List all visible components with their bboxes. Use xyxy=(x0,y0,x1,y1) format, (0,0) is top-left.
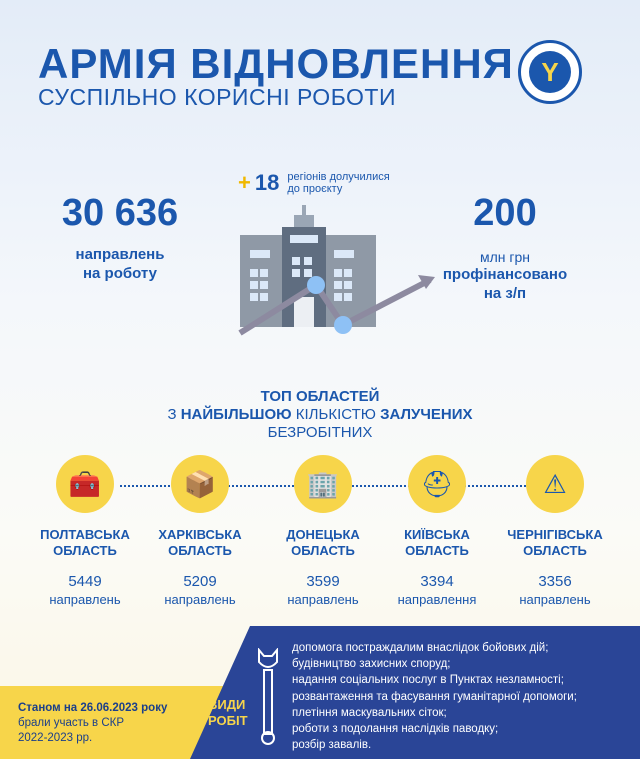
region-unit: направлень xyxy=(164,592,236,607)
region-icon: ⚠ xyxy=(526,455,584,513)
heading-part: З xyxy=(167,406,181,423)
heading-part: ЗАЛУЧЕНИХ xyxy=(380,406,473,423)
work-kinds-label xyxy=(208,697,248,729)
kinds-1: ВИДИ xyxy=(208,697,246,712)
region-value: 3599 xyxy=(306,573,340,590)
status-note xyxy=(18,701,167,746)
region-unit: направлень xyxy=(519,592,591,607)
region-item xyxy=(258,455,388,607)
work-item: надання соціальних послуг в Пунктах незламності; xyxy=(292,674,564,687)
status-years: 2022-2023 рр. xyxy=(18,732,93,744)
region-icon: 🏢 xyxy=(294,455,352,513)
status-line: брали участь в СКР xyxy=(18,717,125,729)
referrals-label-2: на роботу xyxy=(82,265,157,282)
region-name-2: ОБЛАСТЬ xyxy=(523,543,587,558)
funding-unit: млн грн xyxy=(479,249,531,265)
region-name: КИЇВСЬКА xyxy=(404,527,470,542)
region-value: 5449 xyxy=(68,573,102,590)
regions-label-2: до проєкту xyxy=(287,183,343,195)
work-kinds-list xyxy=(292,640,577,753)
region-icon: 🧰 xyxy=(56,455,114,513)
region-name-2: ОБЛАСТЬ xyxy=(53,543,117,558)
page-title: АРМІЯ ВІДНОВЛЕННЯ xyxy=(38,40,514,87)
referrals-value: 30 636 xyxy=(61,192,179,234)
funding-label-2: на з/п xyxy=(483,285,527,302)
referrals-stat xyxy=(40,192,200,283)
work-item: допомога постраждалим внаслідок бойових дій; xyxy=(292,642,549,654)
work-item: розвантаження та фасування гуманітарної допомоги; xyxy=(292,690,577,703)
plus-sign: + xyxy=(238,170,251,195)
region-unit: направлення xyxy=(397,592,477,607)
heading-line-3: БЕЗРОБІТНИХ xyxy=(267,424,373,441)
top-regions-heading xyxy=(0,388,640,442)
funding-value: 200 xyxy=(473,192,537,234)
region-icon: ⛑ xyxy=(408,455,466,513)
wrench-icon xyxy=(255,648,281,748)
region-icon: 📦 xyxy=(171,455,229,513)
region-item xyxy=(135,455,265,607)
region-value: 3394 xyxy=(420,573,454,590)
heading-part: НАЙБІЛЬШОЮ xyxy=(180,406,292,423)
region-name: ЧЕРНІГІВСЬКА xyxy=(507,527,603,542)
region-name-2: ОБЛАСТЬ xyxy=(291,543,355,558)
funding-label: профінансовано xyxy=(442,266,568,283)
page-subtitle: СУСПІЛЬНО КОРИСНІ РОБОТИ xyxy=(38,84,396,110)
funding-stat xyxy=(425,192,585,303)
referrals-label: направлень xyxy=(75,246,165,263)
region-item xyxy=(20,455,150,607)
logo-mark: Y xyxy=(529,51,571,93)
region-name: ДОНЕЦЬКА xyxy=(286,527,360,542)
employment-service-logo xyxy=(518,40,582,104)
heading-part: КІЛЬКІСТЮ xyxy=(291,406,381,423)
regions-stat xyxy=(238,170,390,196)
building-growth-illustration xyxy=(230,205,440,340)
region-value: 3356 xyxy=(538,573,572,590)
regions-label: регіонів долучилися xyxy=(287,171,390,183)
kinds-2: РОБІТ xyxy=(208,713,248,728)
heading-line-1: ТОП ОБЛАСТЕЙ xyxy=(260,388,380,405)
region-name-2: ОБЛАСТЬ xyxy=(405,543,469,558)
region-name: ХАРКІВСЬКА xyxy=(158,527,242,542)
region-value: 5209 xyxy=(183,573,217,590)
region-name: ПОЛТАВСЬКА xyxy=(40,527,130,542)
region-unit: направлень xyxy=(287,592,359,607)
work-item: розбір завалів. xyxy=(292,739,372,752)
work-item: плетіння маскувальних сіток; xyxy=(292,706,447,719)
status-date: Станом на 26.06.2023 року xyxy=(18,702,168,714)
regions-value: 18 xyxy=(254,170,280,195)
work-item: будівництво захисних споруд; xyxy=(292,658,451,671)
region-name-2: ОБЛАСТЬ xyxy=(168,543,232,558)
region-item xyxy=(490,455,620,607)
region-unit: направлень xyxy=(49,592,121,607)
work-item: роботи з подолання наслідків паводку; xyxy=(292,723,499,736)
region-item xyxy=(372,455,502,607)
